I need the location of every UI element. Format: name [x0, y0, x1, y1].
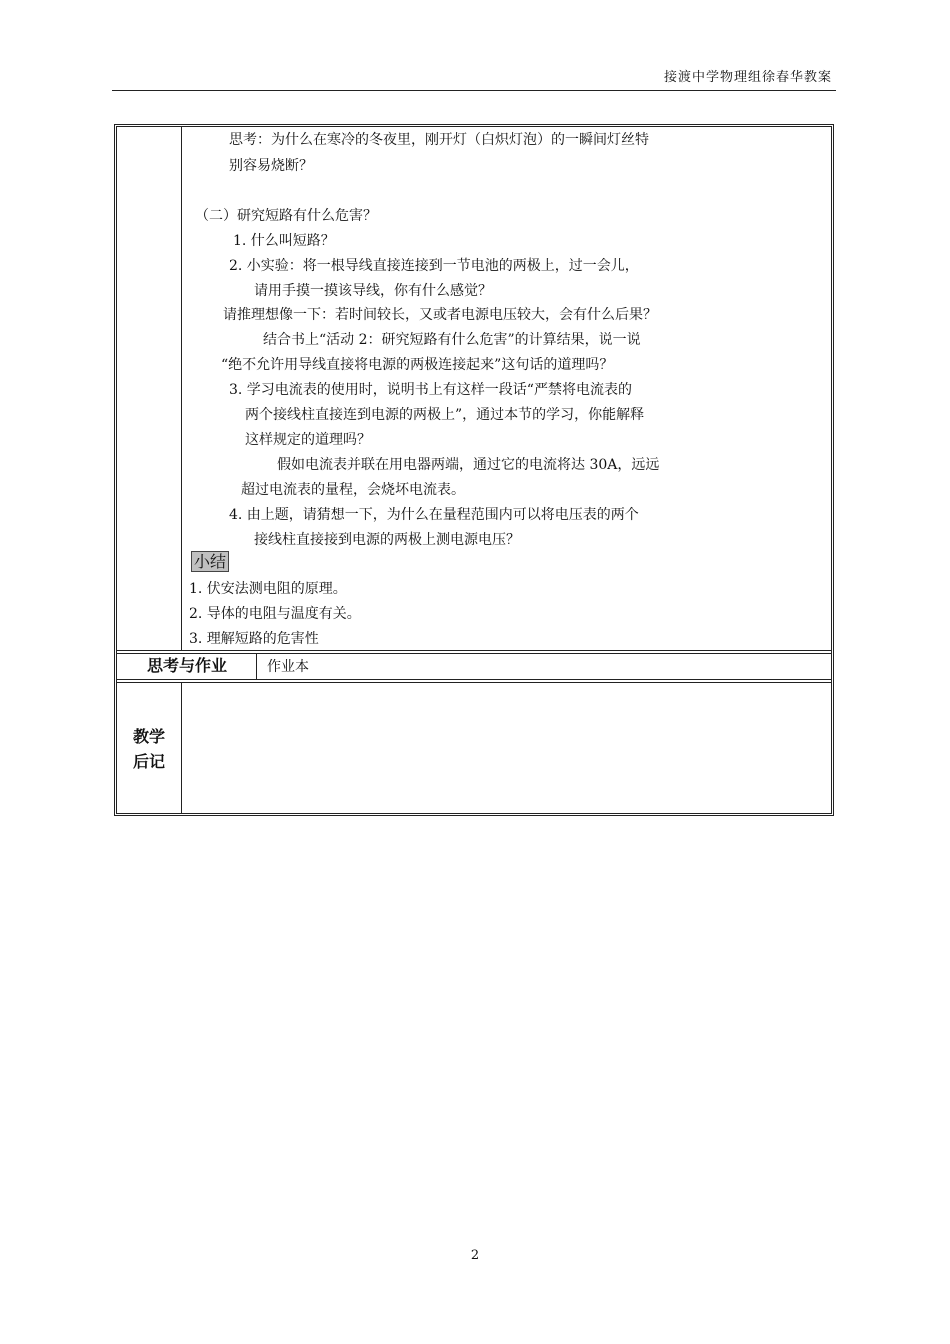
item4-line1: 4. 由上题，请猜想一下，为什么在量程范围内可以将电压表的两个 — [229, 507, 639, 523]
item3-line2: 两个接线柱直接连到电源的两极上”，通过本节的学习，你能解释 — [245, 407, 645, 423]
answer3-line1: 假如电流表并联在用电器两端，通过它的电流将达 30A，远远 — [277, 457, 660, 473]
page-header — [112, 62, 836, 91]
summary-item1: 1. 伏安法测电阻的原理。 — [189, 581, 347, 597]
item1-text: 1. 什么叫短路？ — [233, 233, 335, 249]
row-divider-homework-top — [117, 650, 831, 651]
summary-title: 小结 — [191, 551, 229, 572]
section2-title: （二）研究短路有什么危害？ — [195, 208, 377, 224]
homework-label: 思考与作业 — [146, 656, 227, 675]
homework-column-divider — [256, 653, 257, 680]
homework-value: 作业本 — [267, 659, 309, 675]
infer-text: 请推理想像一下：若时间较长，又或者电源电压较大，会有什么后果？ — [223, 307, 657, 323]
item2-line1: 2. 小实验：将一根导线直接连接到一节电池的两极上，过一会儿， — [229, 258, 639, 274]
think-question-line2: 别容易烧断？ — [229, 158, 313, 174]
combine-line2: “绝不允许用导线直接将电源的两极连接起来”这句话的道理吗？ — [221, 357, 614, 373]
item3-line1: 3. 学习电流表的使用时，说明书上有这样一段话“严禁将电流表的 — [229, 382, 632, 398]
row-divider-notes-top — [117, 679, 831, 680]
summary-item3: 3. 理解短路的危害性 — [189, 631, 319, 647]
answer3-line2: 超过电流表的量程，会烧坏电流表。 — [241, 482, 465, 498]
row-divider-notes-top-2 — [117, 682, 831, 683]
notes-label-line1: 教学 — [132, 727, 165, 746]
item4-line2: 接线柱直接接到电源的两极上测电源电压？ — [254, 532, 520, 548]
lesson-plan-table — [114, 124, 834, 816]
think-question-line1: 思考：为什么在寒冷的冬夜里，刚开灯（白炽灯泡）的一瞬间灯丝特 — [229, 132, 649, 148]
combine-line1: 结合书上“活动 2：研究短路有什么危害”的计算结果，说一说 — [263, 332, 641, 348]
header-text: 接渡中学物理组徐春华教案 — [663, 70, 832, 85]
column-divider — [181, 127, 182, 651]
item3-line3: 这样规定的道理吗？ — [245, 432, 371, 448]
notes-label-line2: 后记 — [132, 752, 165, 771]
page-number: 2 — [470, 1248, 480, 1263]
item2-line2: 请用手摸一摸该导线，你有什么感觉？ — [254, 283, 492, 299]
notes-column-divider — [181, 682, 182, 813]
summary-item2: 2. 导体的电阻与温度有关。 — [189, 606, 361, 622]
